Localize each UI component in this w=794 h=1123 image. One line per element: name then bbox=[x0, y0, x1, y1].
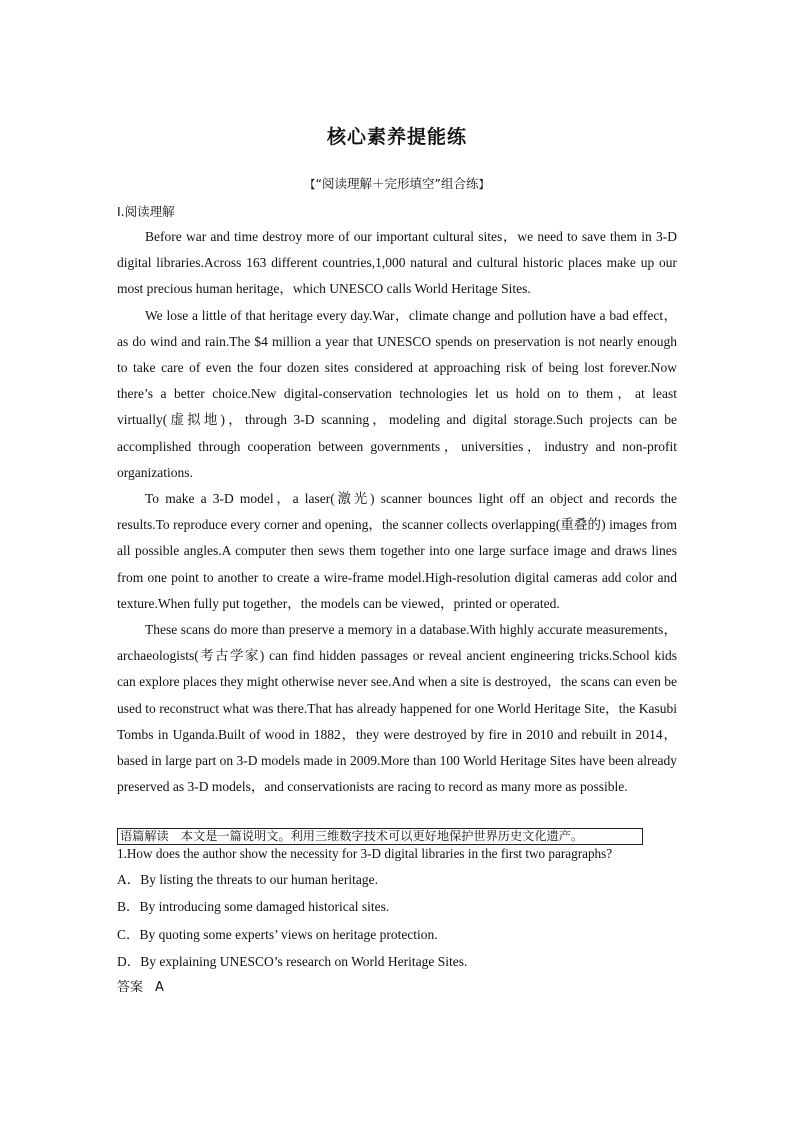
option-c: C．By quoting some experts’ views on heritage protection. bbox=[117, 926, 438, 942]
subtitle-text: “阅读理解＋完形填空”组合练 bbox=[315, 176, 479, 191]
answer-value: A bbox=[155, 980, 164, 995]
passage-analysis-box: 语篇解读 本文是一篇说明文。利用三维数字技术可以更好地保护世界历史文化遗产。 bbox=[117, 828, 643, 845]
answer-line bbox=[117, 976, 176, 995]
answer-label: 答案 bbox=[117, 980, 144, 995]
passage-paragraph-1: Before war and time destroy more of our important cultural sites，we need to save them in 3-D digital libraries.Across 163 different countries,1,000 natural and cultural historic places make up our most precious human heritage，which UNESCO calls World Heritage Sites. bbox=[117, 229, 677, 297]
reading-passage bbox=[117, 224, 677, 800]
exercise-subtitle bbox=[0, 174, 794, 192]
section-heading: Ⅰ.阅读理解 bbox=[117, 204, 175, 219]
passage-paragraph-4: These scans do more than preserve a memory in a database.With highly accurate measurements，archaeologists(考古学家) can find hidden passages or reveal ancient engineering tricks.School kids can explore places they might otherwise never see.And when a site is destroyed，the scans can even be used to reconstruct what was there.That has already happened for one World Heritage Site，the Kasubi Tombs in Uganda.Built of wood in 1882，they were destroyed by fire in 2010 and rebuilt in 2014，based in large part on 3-D models made in 2009.More than 100 World Heritage Sites have been already preserved as 3-D models，and conservationists are racing to record as many more as possible. bbox=[117, 622, 677, 795]
passage-paragraph-3: To make a 3-D model，a laser(激光) scanner bounces light off an object and records the results.To reproduce every corner and opening，the scanner collects overlapping(重叠的) images from all possible angles.A computer then sews them together into one large surface image and draws lines from one point to another to create a wire-frame model.High-resolution digital cameras add color and texture.When fully put together，the models can be viewed，printed or operated. bbox=[117, 491, 677, 611]
option-b: B．By introducing some damaged historical sites. bbox=[117, 899, 390, 915]
question-1: 1.How does the author show the necessity for 3-D digital libraries in the first two paragraphs? bbox=[117, 846, 613, 861]
passage-paragraph-2: We lose a little of that heritage every day.War，climate change and pollution have a bad effect，as do wind and rain.The $4 million a year that UNESCO spends on preservation is not nearly enough to take care of even the four dozen sites considered at approaching risk of being lost forever.Now there’s a better choice.New digital-conservation technologies let us hold on to them，at least virtually(虚拟地)，through 3-D scanning，modeling and digital storage.Such projects can be accomplished through cooperation between governments，universities，industry and non-profit organizations. bbox=[117, 307, 677, 480]
left-bracket: 【 bbox=[304, 178, 316, 191]
answer-options bbox=[117, 866, 677, 975]
option-a: A．By listing the threats to our human heritage. bbox=[117, 872, 378, 887]
option-d: D．By explaining UNESCO’s research on World Heritage Sites. bbox=[117, 953, 468, 969]
page-title: 核心素养提能练 bbox=[326, 126, 467, 148]
right-bracket: 】 bbox=[478, 178, 490, 191]
